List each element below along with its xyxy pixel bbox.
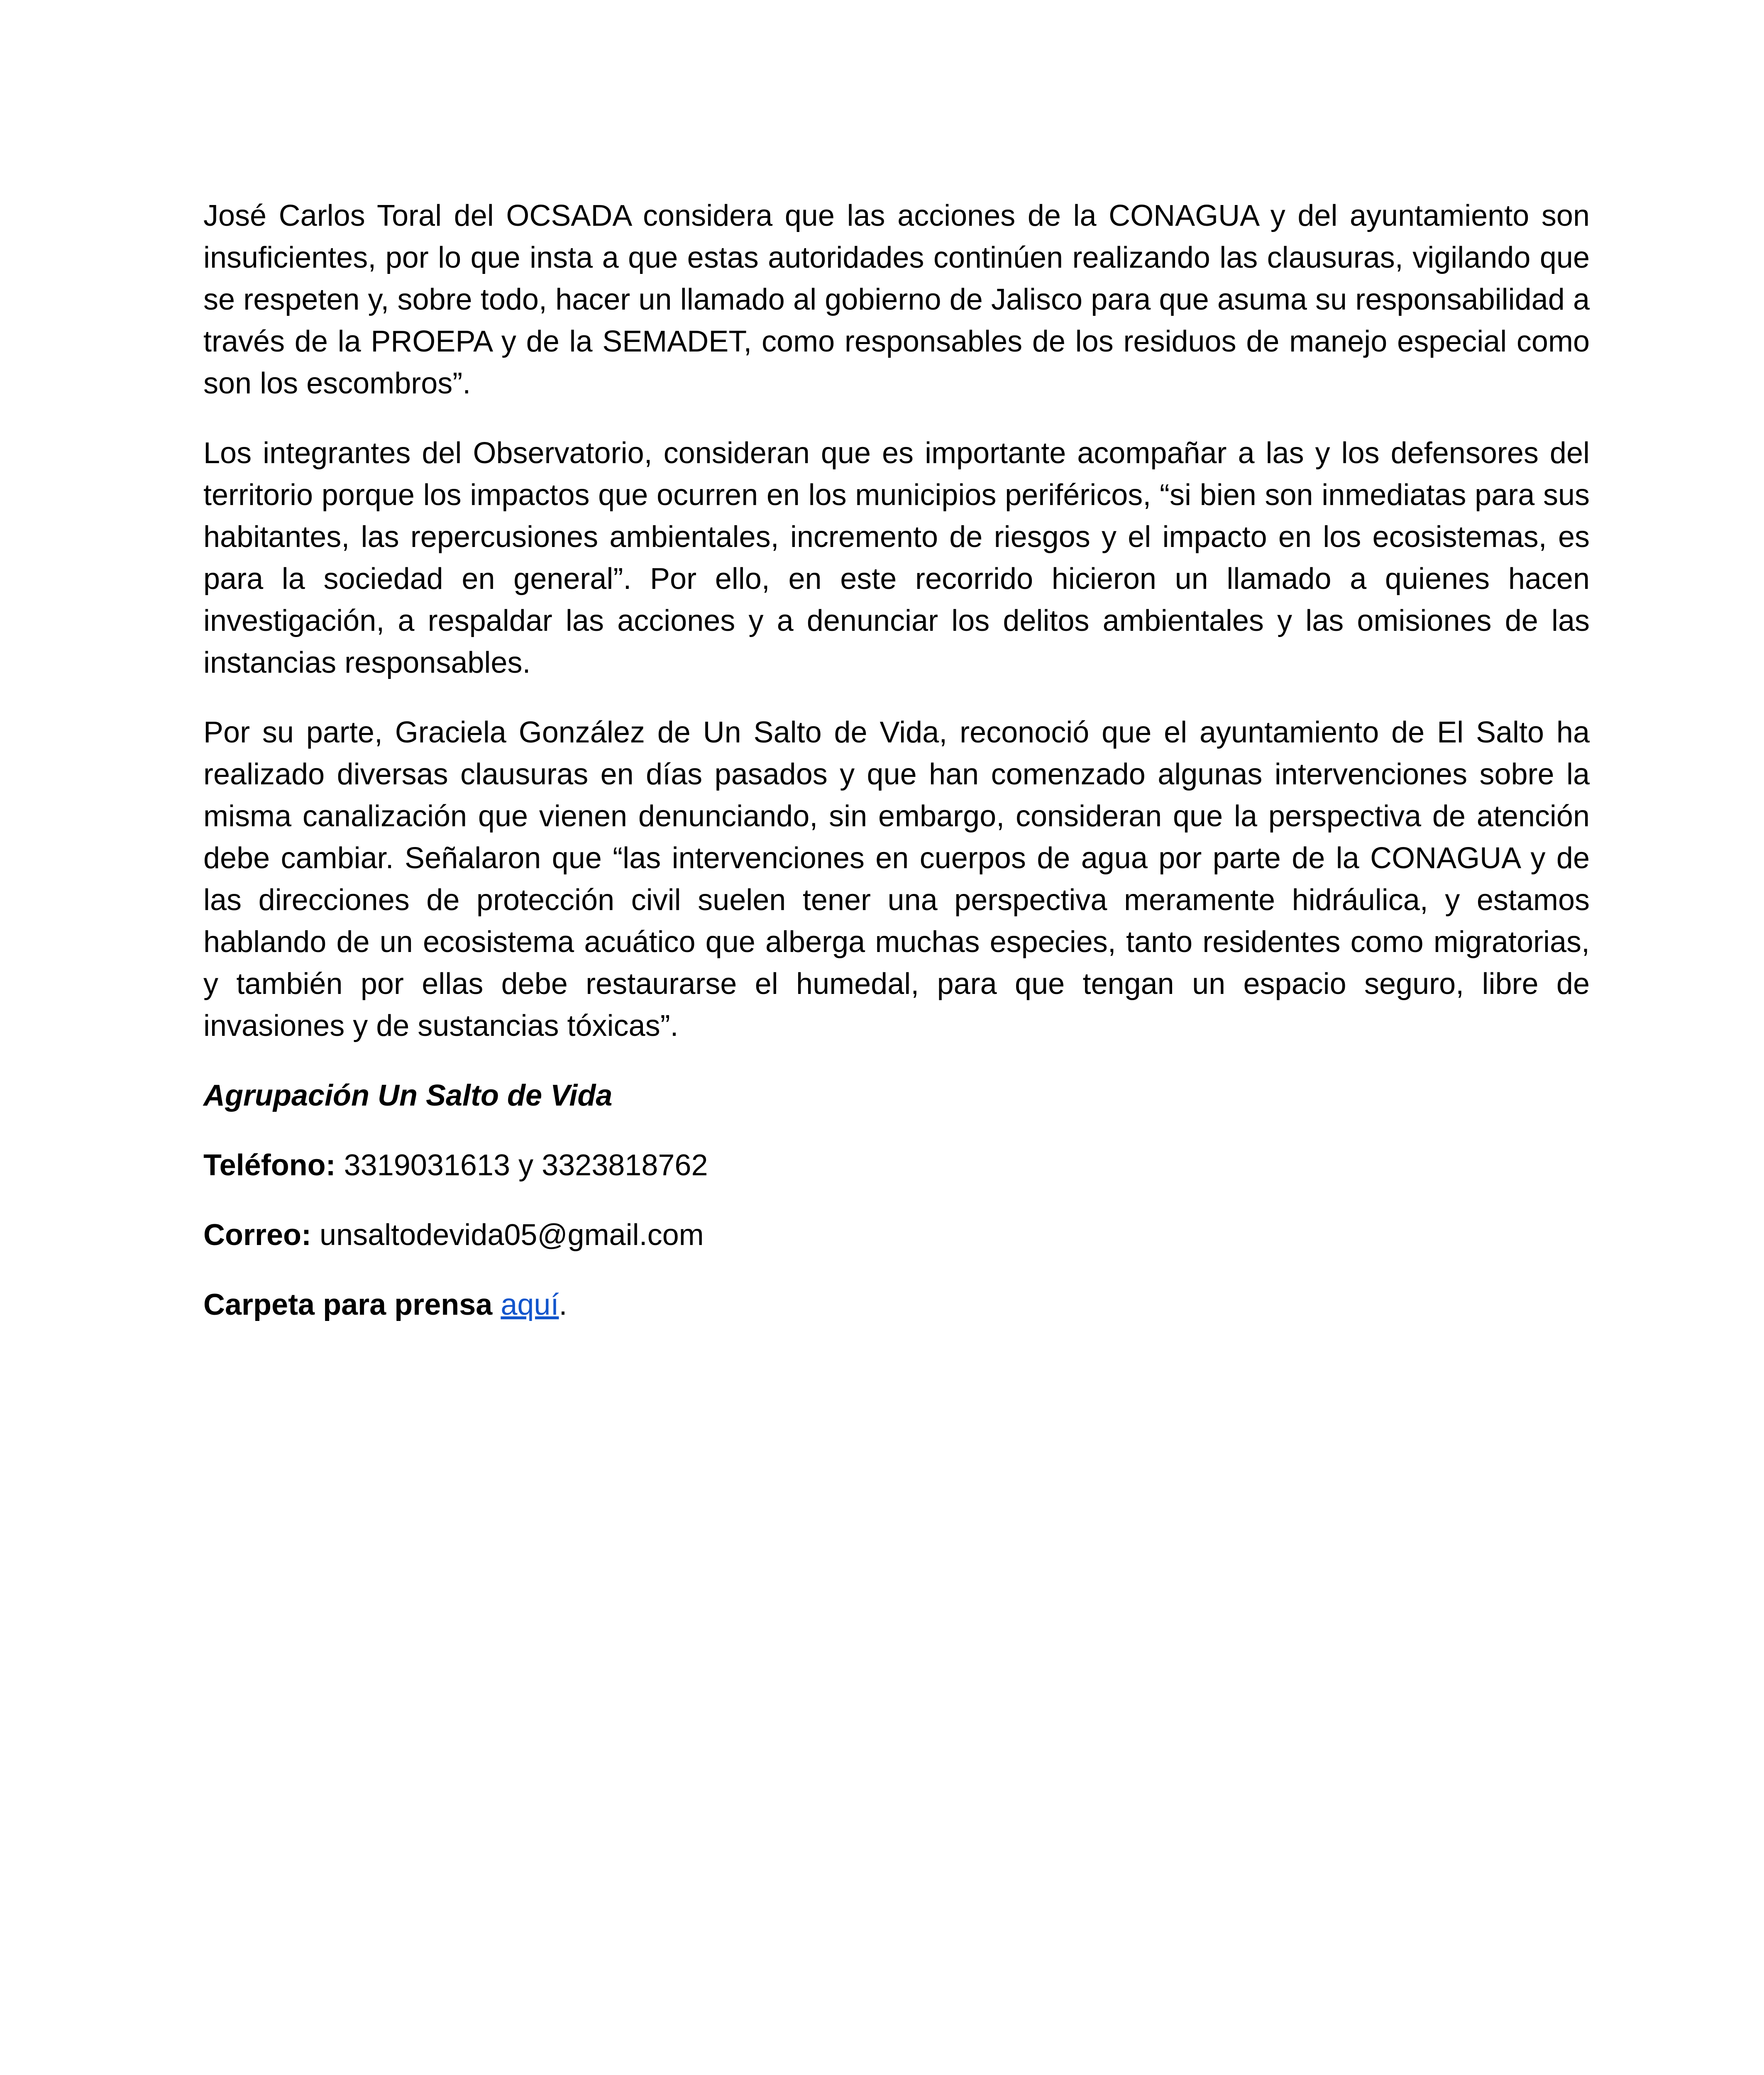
- paragraph-observatorio-statement: Los integrantes del Observatorio, consideran que es importante acompañar a las y los defensores del territorio porque los impactos que ocurren en los municipios periféricos, “si bien son inmediatas para sus habitantes, las repercusiones ambientales, incremento de riesgos y el impacto en los ecosistemas, es para la sociedad en general”. Por ello, en este recorrido hicieron un llamado a quienes hacen investigación, a respaldar las acciones y a denunciar los delitos ambientales y las omisiones de las instancias responsables.: [203, 437, 1590, 679]
- email-label: Correo:: [203, 1218, 312, 1252]
- organization-name: Agrupación Un Salto de Vida: [203, 1079, 613, 1112]
- phone-label: Teléfono:: [203, 1149, 336, 1182]
- press-folder-link[interactable]: aquí: [501, 1288, 559, 1321]
- press-folder-line: [203, 1284, 1590, 1326]
- email-line: [203, 1214, 1590, 1256]
- phone-value: 3319031613 y 3323818762: [335, 1149, 708, 1182]
- paragraph-gonzalez-statement: Por su parte, Graciela González de Un Salto de Vida, reconoció que el ayuntamiento de El Salto ha realizado diversas clausuras en días pasados y que han comenzado algunas intervenciones sobre la misma canalización que vienen denunciando, sin embargo, consideran que la perspectiva de atención debe cambiar. Señalaron que “las intervenciones en cuerpos de agua por parte de la CONAGUA y de las direcciones de protección civil suelen tener una perspectiva meramente hidráulica, y estamos hablando de un ecosistema acuático que alberga muchas especies, tanto residentes como migratorias, y también por ellas debe restaurarse el humedal, para que tengan un espacio seguro, libre de invasiones y de sustancias tóxicas”.: [203, 716, 1590, 1042]
- document-body: [203, 195, 1590, 1354]
- phone-line: [203, 1145, 1590, 1186]
- email-value: unsaltodevida05@gmail.com: [311, 1218, 704, 1252]
- paragraph-toral-statement: José Carlos Toral del OCSADA considera que las acciones de la CONAGUA y del ayuntamiento son insuficientes, por lo que insta a que estas autoridades continúen realizando las clausuras, vigilando que se respeten y, sobre todo, hacer un llamado al gobierno de Jalisco para que asuma su responsabilidad a través de la PROEPA y de la SEMADET, como responsables de los residuos de manejo especial como son los escombros”.: [203, 199, 1590, 400]
- press-folder-label: Carpeta para prensa: [203, 1288, 493, 1321]
- press-folder-suffix: .: [559, 1288, 567, 1321]
